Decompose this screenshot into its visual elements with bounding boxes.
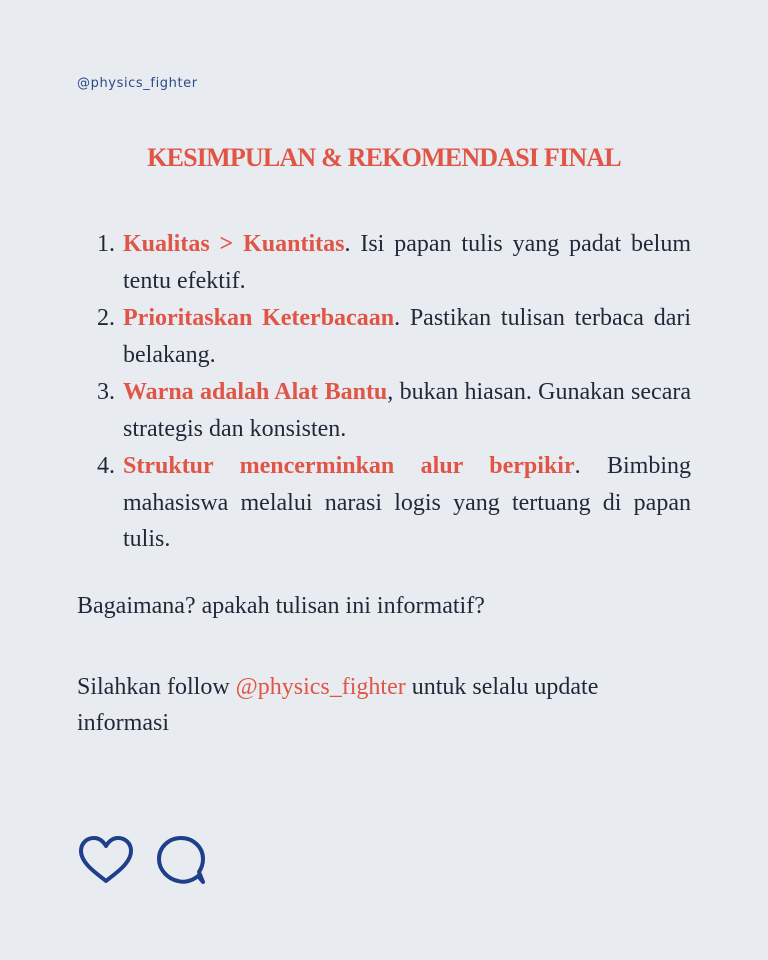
action-icons <box>78 834 210 886</box>
comment-icon[interactable] <box>154 834 210 886</box>
list-text: . Isi papan tulis yang padat belum tentu efektif. <box>123 231 691 294</box>
list-text: . Pastikan tulisan terbaca dari belakang. <box>123 305 692 368</box>
list-highlight: Prioritaskan Keterbacaan <box>123 305 395 331</box>
list-text: , bukan hiasan. Gunakan secara strategis dan konsisten. <box>123 379 691 442</box>
list-number: 2. <box>97 305 115 331</box>
heart-icon[interactable] <box>78 834 134 886</box>
follow-before: Silahkan follow <box>77 674 236 700</box>
question-text: Bagaimana? apakah tulisan ini informatif? <box>77 593 485 619</box>
list-highlight: Struktur mencerminkan alur berpikir <box>123 453 575 479</box>
account-handle[interactable]: @physics_fighter <box>77 76 198 91</box>
list-number: 3. <box>97 379 115 405</box>
list-item <box>95 374 691 447</box>
list-item <box>95 226 691 299</box>
list-number: 4. <box>97 453 115 479</box>
follow-text <box>77 669 693 741</box>
follow-mention-link[interactable]: @physics_fighter <box>235 674 406 700</box>
list-highlight: Warna adalah Alat Bantu <box>123 379 388 405</box>
page-title: KESIMPULAN & REKOMENDASI FINAL <box>147 143 621 172</box>
list-highlight: Kualitas > Kuantitas <box>123 231 345 257</box>
list-item <box>95 300 691 373</box>
recommendation-list <box>95 226 691 559</box>
list-number: 1. <box>97 231 115 257</box>
list-item <box>95 448 691 558</box>
list-text: . Bimbing mahasiswa melalui narasi logis yang tertuang di papan tulis. <box>123 453 691 552</box>
follow-after: untuk selalu update informasi <box>77 674 599 736</box>
